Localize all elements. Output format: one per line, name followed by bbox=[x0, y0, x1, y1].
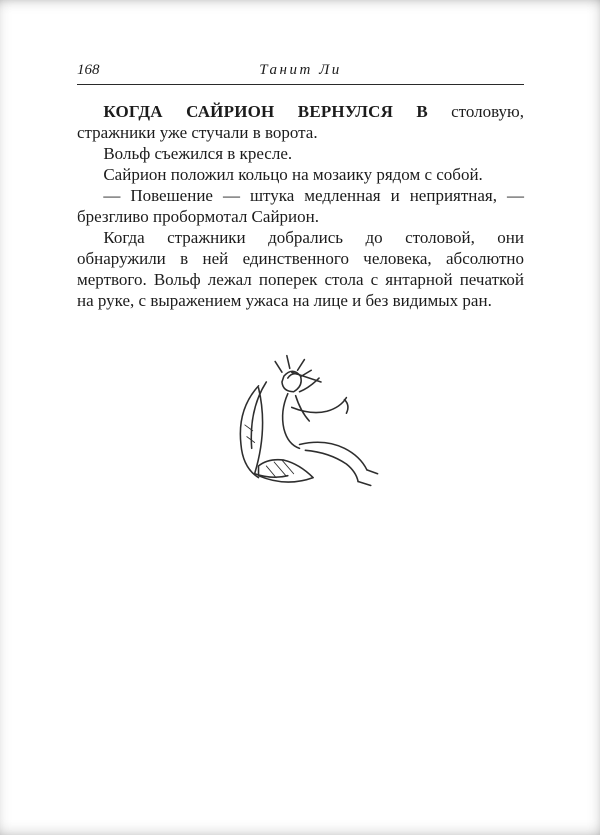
chapter-opening-caps: КОГДА САЙРИОН ВЕРНУЛСЯ В bbox=[103, 102, 428, 121]
paragraph-text: столовую, стражники уже стучали в ворота. bbox=[77, 102, 524, 142]
running-head bbox=[77, 62, 524, 85]
paragraph: — Повешение — штука медленная и неприятная, — брезгливо пробормотал Сайрион. bbox=[77, 186, 524, 226]
illustration-container bbox=[0, 348, 600, 501]
paragraph: Сайрион положил кольцо на мозаику рядом с собой. bbox=[103, 165, 483, 184]
page-number: 168 bbox=[77, 62, 100, 78]
illustration-lounging-figure bbox=[198, 348, 403, 496]
paragraph: Когда стражники добрались до столовой, они обнаружили в ней единственного человека, абсолютно мертвого. Вольф лежал поперек стола с янтарной печаткой на руке, с выражением ужаса на лице и без видимых ран. bbox=[77, 228, 524, 310]
paragraph bbox=[77, 101, 524, 143]
body-text bbox=[77, 101, 524, 311]
running-title: Танит Ли bbox=[259, 62, 342, 78]
paragraph: Вольф съежился в кресле. bbox=[103, 144, 293, 163]
